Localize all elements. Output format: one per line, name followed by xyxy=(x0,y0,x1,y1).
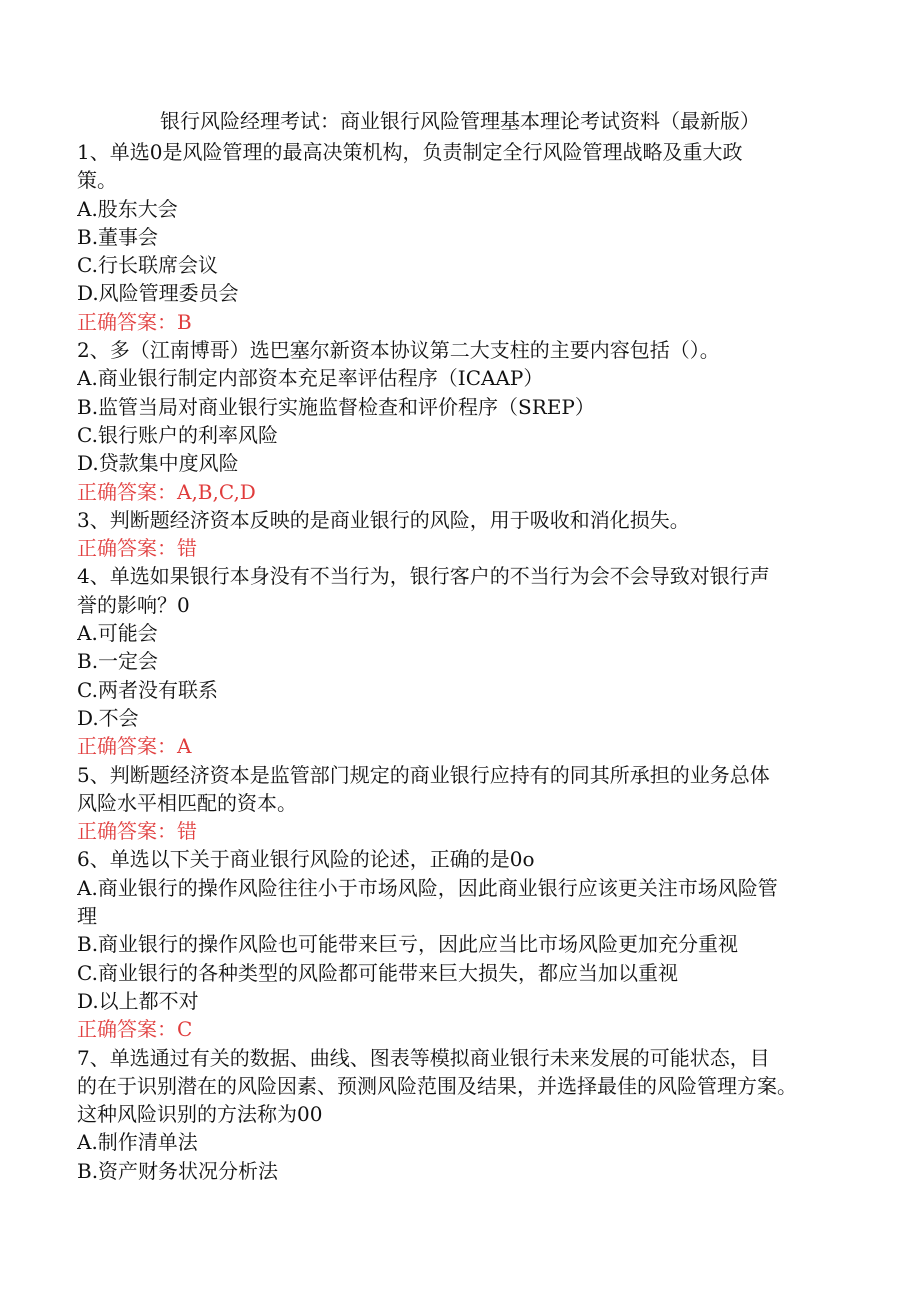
answer-line xyxy=(77,534,837,562)
option-line: C.两者没有联系 xyxy=(77,677,218,702)
option-line: C.商业银行的各种类型的风险都可能带来巨大损失，都应当加以重视 xyxy=(77,960,678,985)
option-line: A.商业银行制定内部资本充足率评估程序（ICAAP） xyxy=(77,366,544,391)
question-block xyxy=(77,506,837,563)
option-line: A.可能会 xyxy=(77,621,158,646)
answer-label: 正确答案： xyxy=(77,734,177,759)
answer-value: C xyxy=(177,1017,193,1042)
question-stem-line: 3、判断题经济资本反映的是商业银行的风险，用于吸收和消化损失。 xyxy=(77,507,690,532)
question-stem-line: 6、单选以下关于商业银行风险的论述，正确的是0o xyxy=(77,847,535,872)
option-line: A.股东大会 xyxy=(77,196,178,221)
question-block xyxy=(77,1044,837,1185)
question-stem-line: 5、判断题经济资本是监管部门规定的商业银行应持有的同其所承担的业务总体 xyxy=(77,762,770,787)
question-stem-line: 的在于识别潜在的风险因素、预测风险范围及结果，并选择最佳的风险管理方案。 xyxy=(77,1073,797,1098)
question-stem-line: 4、单选如果银行本身没有不当行为，银行客户的不当行为会不会导致对银行声 xyxy=(77,564,770,589)
question-stem-line: 1、单选0是风险管理的最高决策机构，负责制定全行风险管理战略及重大政 xyxy=(77,140,743,164)
answer-line xyxy=(77,478,837,506)
answer-line xyxy=(77,308,837,336)
question-block xyxy=(77,336,837,506)
option-line: B.商业银行的操作风险也可能带来巨亏，因此应当比市场风险更加充分重视 xyxy=(77,932,739,957)
option-line: B.监管当局对商业银行实施监督检查和评价程序（SREP） xyxy=(77,394,595,419)
option-line: D.不会 xyxy=(77,705,139,730)
option-line: C.行长联席会议 xyxy=(77,253,218,278)
answer-label: 正确答案： xyxy=(77,309,177,334)
answer-value: A,B,C,D xyxy=(177,479,256,504)
answer-value: A xyxy=(177,734,192,759)
option-line: D.贷款集中度风险 xyxy=(77,451,239,476)
answer-label: 正确答案： xyxy=(77,536,177,561)
answer-value: 错 xyxy=(177,819,197,844)
document-title: 银行风险经理考试：商业银行风险管理基本理论考试资料（最新版） xyxy=(160,109,760,133)
option-line: B.董事会 xyxy=(77,224,159,249)
option-line: D.以上都不对 xyxy=(77,988,199,1013)
option-line: B.资产财务状况分析法 xyxy=(77,1158,279,1183)
option-line: C.银行账户的利率风险 xyxy=(77,422,278,447)
question-stem-line: 这种风险识别的方法称为00 xyxy=(77,1102,323,1127)
answer-label: 正确答案： xyxy=(77,819,177,844)
question-stem-line: 7、单选通过有关的数据、曲线、图表等模拟商业银行未来发展的可能状态，目 xyxy=(77,1045,770,1070)
question-list xyxy=(77,138,837,1185)
question-stem-line: 风险水平相匹配的资本。 xyxy=(77,790,297,815)
option-line: A.商业银行的操作风险往往小于市场风险，因此商业银行应该更关注市场风险管 xyxy=(77,875,778,900)
question-stem-line: 策。 xyxy=(77,168,117,193)
question-block xyxy=(77,761,837,846)
answer-line xyxy=(77,817,837,845)
answer-label: 正确答案： xyxy=(77,479,177,504)
option-line: 理 xyxy=(77,904,97,929)
option-line: D.风险管理委员会 xyxy=(77,281,239,306)
option-line: B.一定会 xyxy=(77,649,159,674)
question-block xyxy=(77,138,837,336)
answer-value: B xyxy=(177,309,192,334)
answer-line xyxy=(77,732,837,760)
question-stem-line: 2、多（江南博哥）选巴塞尔新资本协议第二大支柱的主要内容包括（）。 xyxy=(77,338,720,363)
answer-line xyxy=(77,1015,837,1043)
question-block xyxy=(77,562,837,760)
answer-label: 正确答案： xyxy=(77,1017,177,1042)
answer-value: 错 xyxy=(177,536,197,561)
option-line: A.制作清单法 xyxy=(77,1130,198,1155)
question-stem-line: 誉的影响？0 xyxy=(77,592,190,617)
question-block xyxy=(77,845,837,1043)
